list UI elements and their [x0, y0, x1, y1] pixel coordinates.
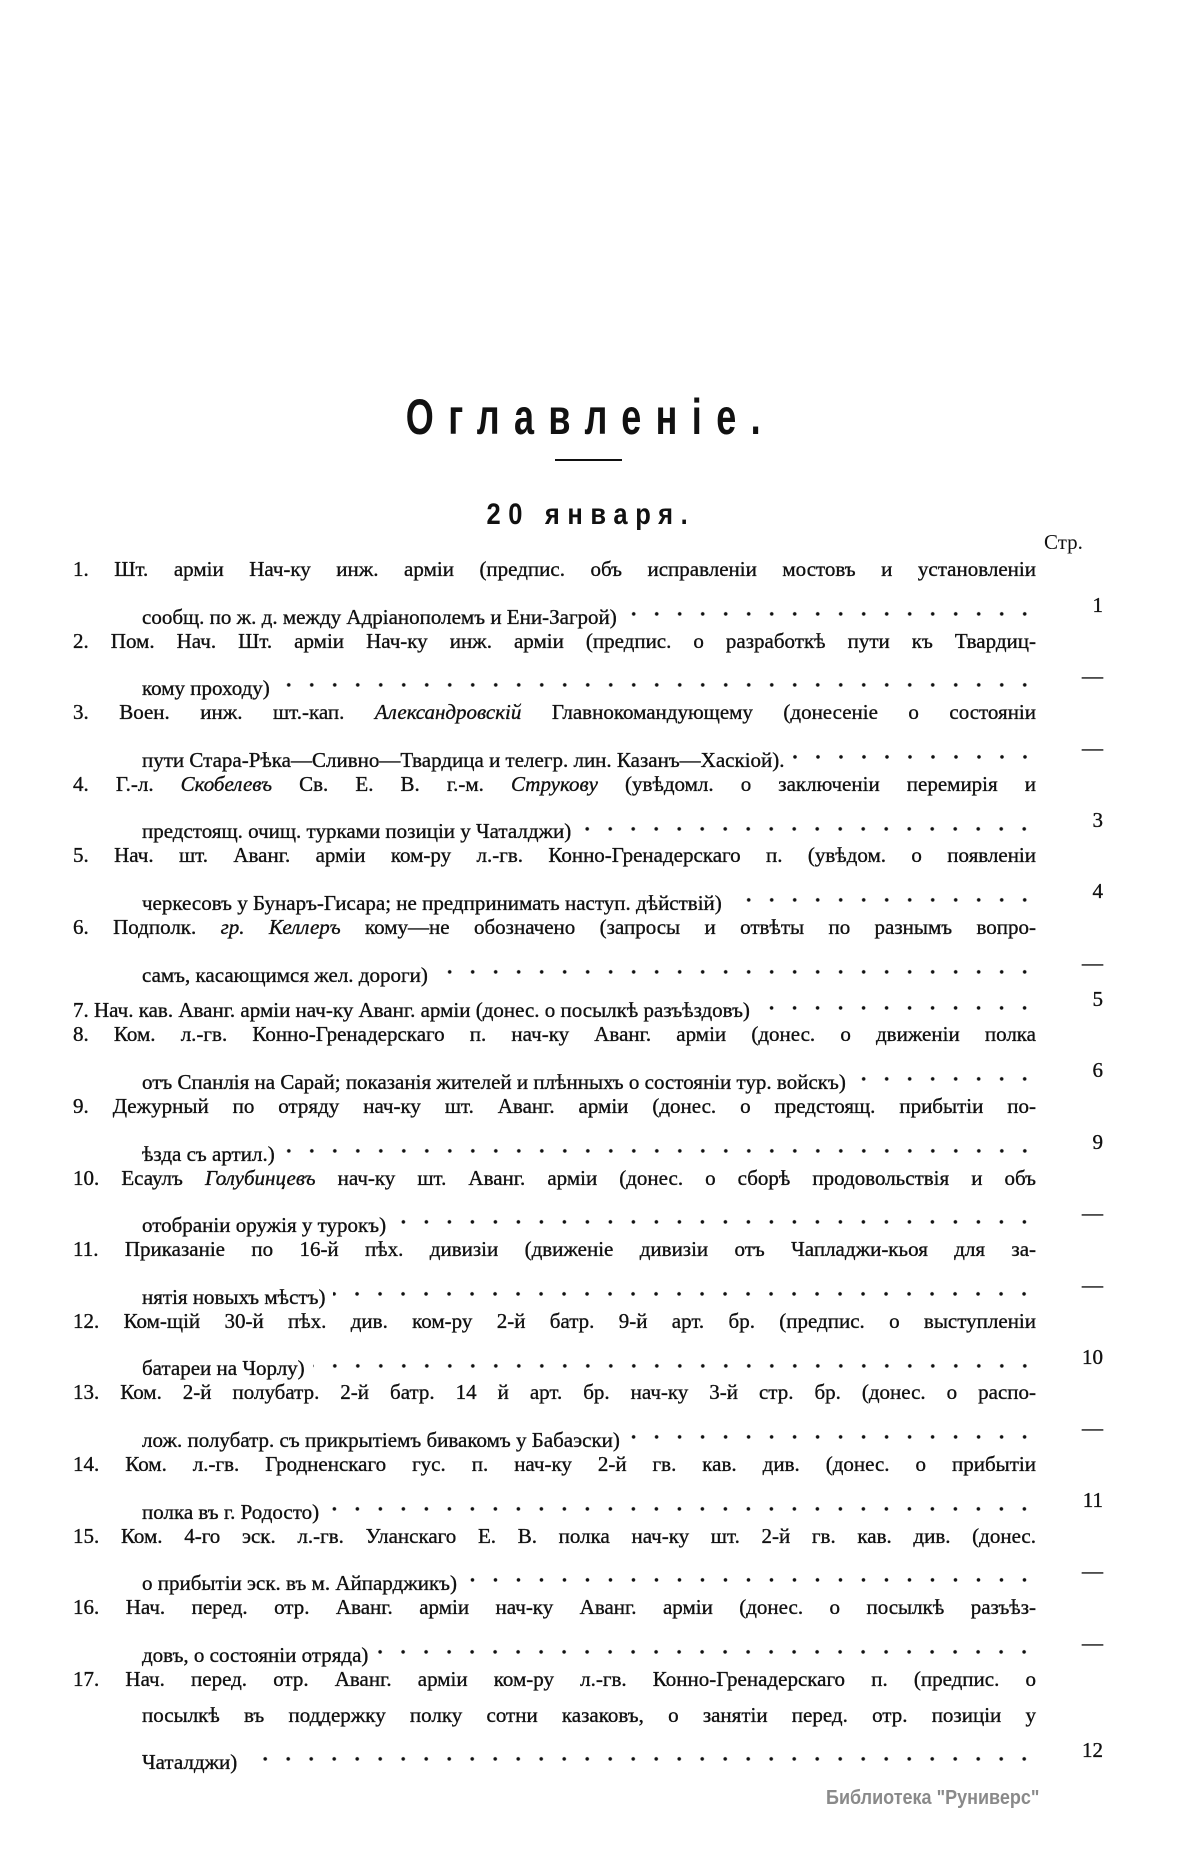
dot-leader	[730, 874, 1036, 910]
toc-entry-text	[73, 843, 1036, 867]
toc-entry-name: Александровскій	[374, 700, 522, 725]
toc-entry-segment: черкесовъ у Бунаръ-Гисара; не предпринимать наступ. дѣйствій)	[142, 890, 722, 915]
toc-entry-segment: Пом. Нач. Шт. арміи Нач-ку инж. арміи (предпис. о разработкѣ пути къ Твардиц-	[110, 628, 1036, 653]
title-divider	[555, 459, 622, 461]
toc-entry-segment: Ком. 2-й полубатр. 2-й батр. 14 й арт. бр. нач-ку 3-й стр. бр. (донес. о распо-	[120, 1380, 1037, 1405]
toc-entry-number: 13.	[73, 1380, 100, 1405]
toc-entry-segment: самъ, касающимся жел. дороги)	[142, 962, 428, 987]
toc-entry-line	[73, 767, 1036, 803]
toc-entry-segment: Ком-щій 30-й пѣх. див. ком-ру 2-й батр. 9-й арт. бр. (предпис. о выступленіи	[123, 1308, 1037, 1333]
toc-entry[interactable]	[73, 910, 1103, 987]
dot-leader	[313, 1340, 1036, 1376]
toc-entry-text	[73, 1309, 1036, 1333]
toc-entry-number: 15.	[73, 1523, 100, 1548]
toc-entry-page: 1	[1092, 592, 1103, 617]
toc-entry-line	[142, 1554, 1103, 1596]
toc-entry-number: 5.	[73, 843, 89, 868]
toc-entry-text	[73, 1667, 1036, 1691]
toc-entry-segment: Нач. кав. Аванг. арміи нач-ку Аванг. арміи (донес. о посылкѣ разъѣздовъ)	[94, 998, 750, 1023]
library-watermark: Библиотека "Руниверс"	[826, 1787, 1040, 1809]
toc-entry-segment: пути Стара-Рѣка—Сливно—Твардица и телегр. лин. Казанъ—Хаскіой).	[142, 747, 785, 772]
toc-entry-segment: нятія новыхъ мѣстъ)	[142, 1284, 326, 1309]
toc-entry-line	[73, 1590, 1036, 1626]
dot-leader	[579, 803, 1036, 839]
toc-entry-line	[73, 1161, 1036, 1197]
toc-entry-name: Струкову	[510, 771, 598, 796]
toc-entry-page: —	[1082, 1416, 1103, 1441]
toc-entry-line	[73, 910, 1036, 946]
toc-entry-number: 14.	[73, 1451, 100, 1476]
toc-entry-page: —	[1082, 1201, 1103, 1226]
toc-entry-segment: Нач. шт. Аванг. арміи ком-ру л.-гв. Конно-Гренадерскаго п. (увѣдом. о появленіи	[114, 843, 1037, 868]
toc-entry-segment: ѣзда съ артил.)	[142, 1141, 275, 1166]
toc-entry-line	[142, 946, 1103, 987]
toc-entry-segment: посылкѣ въ поддержку полку сотни казаковъ, о занятіи перед. отр. позиціи у	[142, 1702, 1036, 1727]
toc-entry-line	[73, 838, 1036, 874]
toc-entry[interactable]	[73, 1232, 1103, 1309]
toc-entry-page: —	[1082, 664, 1103, 689]
toc-entry-line	[73, 1519, 1036, 1555]
toc-entry[interactable]	[73, 982, 1103, 1023]
toc-entry-page: 4	[1092, 879, 1103, 904]
toc-entry[interactable]	[73, 1590, 1103, 1667]
toc-entry[interactable]	[73, 1375, 1103, 1452]
toc-entry-segment: кому—не обозначено (запросы и отвѣты по разнымъ вопро-	[340, 914, 1037, 939]
toc-entry-text	[73, 1380, 1036, 1404]
toc-entry-text	[73, 1595, 1036, 1619]
toc-entry-line	[142, 1483, 1103, 1524]
dot-leader	[625, 588, 1036, 624]
page-column-header: Стр.	[1044, 530, 1083, 554]
toc-entry-page: 6	[1092, 1058, 1103, 1083]
toc-entry-line	[73, 1017, 1036, 1053]
toc-entry-line	[142, 1626, 1103, 1667]
toc-entry-segment: Ком. л.-гв. Гродненскаго гус. п. нач-ку 2-й гв. кав. див. (донес. о прибытіи	[125, 1451, 1037, 1476]
toc-entry-page: 3	[1092, 807, 1103, 832]
toc-entry-number: 3.	[73, 700, 89, 725]
page-title-text: Оглавленіе.	[405, 389, 776, 445]
toc-entry-line	[73, 1232, 1036, 1268]
toc-entry[interactable]	[73, 1447, 1103, 1524]
toc-entry-name: Голубинцевъ	[204, 1165, 316, 1190]
toc-entry-line	[73, 1447, 1036, 1483]
toc-entry-segment: (увѣдомл. о заключеніи перемирія и	[597, 771, 1036, 796]
toc-entry-page: 10	[1082, 1344, 1103, 1369]
toc-entry-number: 7.	[73, 998, 89, 1023]
toc-entry-number: 11.	[73, 1237, 99, 1262]
toc-entry-number: 2.	[73, 628, 89, 653]
toc-entry[interactable]	[73, 695, 1103, 772]
toc-entry-text	[73, 1237, 1036, 1261]
toc-entry-line	[142, 731, 1103, 772]
toc-entry-number: 1.	[73, 557, 89, 581]
toc-entry-number: 9.	[73, 1093, 89, 1118]
toc-entry-line	[142, 588, 1103, 629]
toc-entry-number: 16.	[73, 1595, 100, 1620]
toc-entry-line	[142, 1411, 1103, 1452]
toc-entry-segment: Главнокомандующему (донесеніе о состояніи	[521, 700, 1037, 725]
toc-entry-text	[73, 557, 1036, 581]
toc-entry-page: 9	[1092, 1129, 1103, 1154]
toc-entry-text	[142, 1703, 1036, 1727]
toc-entry[interactable]	[73, 624, 1103, 701]
toc-entry-text	[73, 1452, 1036, 1476]
toc-entry-name: Скобелевъ	[180, 771, 273, 796]
toc-entry-segment: о прибытіи эск. въ м. Айпарджикъ)	[142, 1571, 458, 1596]
toc-entry-line	[73, 1089, 1036, 1125]
toc-entry-segment: Шт. арміи Нач-ку инж. арміи (предпис. объ исправленіи мостовъ и установленіи	[114, 557, 1036, 581]
toc-entry[interactable]	[73, 1161, 1103, 1238]
dot-leader	[327, 1483, 1036, 1519]
dot-leader	[758, 982, 1036, 1018]
toc-entry-line	[142, 1196, 1103, 1238]
toc-entry[interactable]	[73, 1304, 1103, 1381]
dot-leader	[283, 1125, 1036, 1161]
toc-entry-page: —	[1082, 735, 1103, 760]
toc-entry-line	[142, 803, 1103, 844]
toc-entry-page: 5	[1092, 986, 1103, 1011]
dot-leader	[376, 1626, 1036, 1662]
toc-entry-line	[142, 659, 1103, 701]
toc-entry-segment: Приказаніе по 16-й пѣх. дивизіи (движеніе дивизіи отъ Чапладжи-кьоя для за-	[124, 1237, 1037, 1262]
toc-entry-number: 4.	[73, 771, 89, 796]
toc-entry-page: —	[1082, 1559, 1103, 1584]
toc-entry-segment: Есаулъ	[121, 1165, 205, 1190]
toc-entry[interactable]	[73, 552, 1103, 629]
dot-leader	[278, 659, 1036, 695]
toc-entry-line	[142, 1698, 1036, 1734]
page-title	[0, 388, 1181, 446]
toc-entry-text	[73, 700, 1036, 724]
table-of-contents	[73, 552, 1103, 1775]
toc-entry-segment: Дежурный по отряду нач-ку шт. Аванг. арміи (донес. о предстоящ. прибытіи по-	[112, 1093, 1037, 1118]
toc-entry[interactable]	[73, 1017, 1103, 1094]
toc-entry-segment: полка въ г. Родосто)	[142, 1499, 320, 1524]
toc-entry-page: —	[1082, 1630, 1103, 1655]
toc-entry-line	[73, 552, 1036, 588]
toc-entry-segment: лож. полубатр. съ прикрытіемъ бивакомъ у Бабаэски)	[142, 1427, 620, 1452]
toc-entry[interactable]	[73, 767, 1103, 844]
toc-entry-segment: предстоящ. очищ. турками позиціи у Чаталджи)	[142, 819, 572, 844]
dot-leader	[854, 1053, 1036, 1089]
toc-entry-segment: Подполк.	[113, 914, 221, 939]
toc-entry-text	[73, 772, 1036, 796]
toc-entry-line	[142, 1053, 1103, 1094]
toc-entry-segment: Чаталджи)	[142, 1750, 238, 1775]
dot-leader	[465, 1554, 1036, 1590]
toc-entry[interactable]	[73, 1089, 1103, 1166]
toc-entry-number: 12.	[73, 1308, 100, 1333]
dot-leader	[245, 1733, 1036, 1769]
toc-entry-line	[73, 1662, 1036, 1698]
toc-entry-text	[73, 1022, 1036, 1046]
dot-leader	[436, 946, 1036, 982]
dot-leader	[394, 1196, 1036, 1232]
toc-entry-text	[73, 1524, 1036, 1548]
toc-entry-segment: Воен. инж. шт.-кап.	[119, 700, 375, 725]
toc-entry-line	[73, 1375, 1036, 1411]
toc-entry-line	[73, 1304, 1036, 1340]
toc-entry-segment: отобраніи оружія у турокъ)	[142, 1213, 387, 1238]
toc-entry-line	[142, 1733, 1103, 1775]
toc-entry-segment: батареи на Чорлу)	[142, 1356, 305, 1381]
toc-entry-segment: нач-ку шт. Аванг. арміи (донес. о сборѣ продовольствія и объ	[315, 1165, 1037, 1190]
toc-entry-segment: Нач. перед. отр. Аванг. арміи ком-ру л.-гв. Конно-Гренадерскаго п. (предпис. о	[125, 1666, 1036, 1691]
toc-entry-text	[73, 915, 1036, 939]
toc-entry-line	[142, 1268, 1103, 1309]
toc-entry-line	[142, 1340, 1103, 1381]
toc-entry-page: 12	[1082, 1738, 1103, 1763]
toc-entry-segment: Нач. перед. отр. Аванг. арміи нач-ку Аванг. арміи (донес. о посылкѣ разъѣз-	[125, 1595, 1036, 1620]
toc-entry-segment: Ком. 4-го эск. л.-гв. Уланскаго Е. В. полка нач-ку шт. 2-й гв. кав. див. (донес.	[120, 1523, 1037, 1548]
toc-entry-line	[142, 874, 1103, 915]
toc-entry-number: 6.	[73, 914, 89, 939]
toc-entry-line	[142, 1125, 1103, 1166]
dot-leader	[793, 731, 1036, 767]
toc-entry[interactable]	[73, 1519, 1103, 1596]
dot-leader	[333, 1268, 1036, 1304]
toc-entry-number: 8.	[73, 1022, 89, 1047]
toc-entry-number: 10.	[73, 1165, 100, 1190]
toc-entry[interactable]	[73, 838, 1103, 915]
toc-entry-segment: Св. Е. В. г.-м.	[272, 771, 511, 796]
section-date: 20 января.	[486, 498, 695, 531]
toc-entry-number: 17.	[73, 1666, 100, 1691]
toc-entry-segment: кому проходу)	[142, 676, 270, 701]
toc-entry-text	[73, 629, 1036, 653]
toc-entry-name: гр. Келлеръ	[220, 914, 341, 939]
toc-entry-segment: отъ Спанлія на Сарай; показанія жителей и плѣнныхъ о состояніи тур. войскъ)	[142, 1069, 846, 1094]
toc-entry-line	[73, 624, 1036, 660]
toc-entry-segment: Ком. л.-гв. Конно-Гренадерскаго п. нач-ку Аванг. арміи (донес. о движеніи полка	[113, 1022, 1037, 1047]
section-heading	[0, 498, 1181, 532]
toc-entry-segment: Г.-л.	[115, 771, 181, 796]
toc-entry-text	[73, 1166, 1036, 1190]
toc-entry-text	[73, 1094, 1036, 1118]
toc-entry-segment: довъ, о состояніи отряда)	[142, 1642, 369, 1667]
dot-leader	[628, 1411, 1036, 1447]
toc-entry-page: —	[1082, 1272, 1103, 1297]
toc-entry-segment: сообщ. по ж. д. между Адріанополемъ и Ени-Загрой)	[142, 604, 617, 629]
toc-entry-line	[73, 695, 1036, 731]
toc-entry[interactable]	[73, 1662, 1103, 1775]
toc-entry-line	[73, 982, 1103, 1023]
toc-entry-page: 11	[1082, 1487, 1103, 1512]
toc-entry-text	[142, 1745, 237, 1781]
toc-entry-page: —	[1082, 950, 1103, 975]
